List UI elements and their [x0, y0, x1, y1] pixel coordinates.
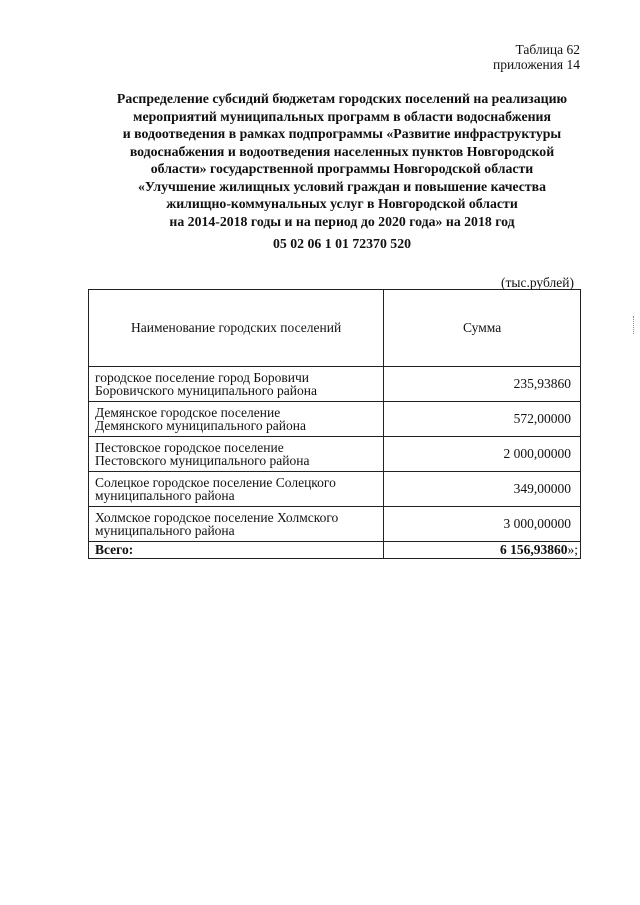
settlement-sum: 235,93860 [384, 367, 581, 402]
settlement-name-line: Холмское городское поселение Холмского [95, 509, 339, 525]
settlement-sum: 572,00000 [384, 402, 581, 437]
units-label: (тыс.рублей) [501, 275, 574, 290]
table-number: Таблица 62 [515, 42, 580, 57]
table-row [89, 367, 581, 402]
appendix-number: приложения 14 [492, 57, 580, 72]
budget-code: 05 02 06 1 01 72370 520 [273, 236, 411, 251]
table-row [89, 437, 581, 472]
settlement-name-line: Пестовское городское поселение [95, 439, 284, 455]
settlement-name-line: муниципального района [95, 488, 235, 503]
settlement-name-line: Пестовского муниципального района [95, 453, 310, 468]
title-line: жилищно-коммунальных услуг в Новгородской области [166, 196, 518, 211]
settlement-sum: 2 000,00000 [384, 437, 581, 472]
title-line: «Улучшение жилищных условий граждан и повышение качества [137, 178, 547, 194]
table-total-row [89, 542, 581, 559]
settlement-name [89, 507, 384, 542]
settlement-name-line: Демянское городское поселение [95, 404, 281, 420]
settlement-name [89, 437, 384, 472]
table-reference [493, 42, 580, 72]
settlement-sum: 3 000,00000 [384, 507, 581, 542]
table-row [89, 472, 581, 507]
settlement-name [89, 402, 384, 437]
table-row [89, 402, 581, 437]
title-line: и водоотведения в рамках подпрограммы «Развитие инфраструктуры [122, 126, 562, 141]
settlement-sum: 349,00000 [384, 472, 581, 507]
total-label: Всего: [89, 542, 384, 559]
title-line: на 2014-2018 годы и на период до 2020 года» на 2018 год [169, 213, 515, 229]
closing-quote: »; [567, 542, 578, 557]
settlement-name [89, 472, 384, 507]
title-line: Распределение субсидий бюджетам городских поселений на реализацию [116, 91, 568, 106]
settlement-name-line: муниципального района [95, 523, 235, 538]
settlement-name-line: Солецкое городское поселение Солецкого [95, 474, 336, 490]
document-title [72, 90, 612, 230]
table-header-row [89, 290, 581, 367]
title-line: области» государственной программы Новгородской области [150, 161, 534, 176]
scan-edge-mark [633, 316, 635, 334]
title-line: мероприятий муниципальных программ в области водоснабжения [133, 108, 551, 124]
settlement-name-line: Боровичского муниципального района [95, 383, 317, 398]
total-sum: 6 156,93860 [499, 542, 568, 557]
header-sum: Сумма [384, 290, 581, 367]
table-row [89, 507, 581, 542]
settlement-name [89, 367, 384, 402]
subsidy-table [88, 289, 581, 559]
total-sum-cell [384, 542, 581, 559]
header-name: Наименование городских поселений [89, 290, 384, 367]
settlement-name-line: Демянского муниципального района [95, 418, 306, 433]
settlement-name-line: городское поселение город Боровичи [95, 369, 310, 385]
title-line: водоснабжения и водоотведения населенных пунктов Новгородской [129, 143, 555, 159]
